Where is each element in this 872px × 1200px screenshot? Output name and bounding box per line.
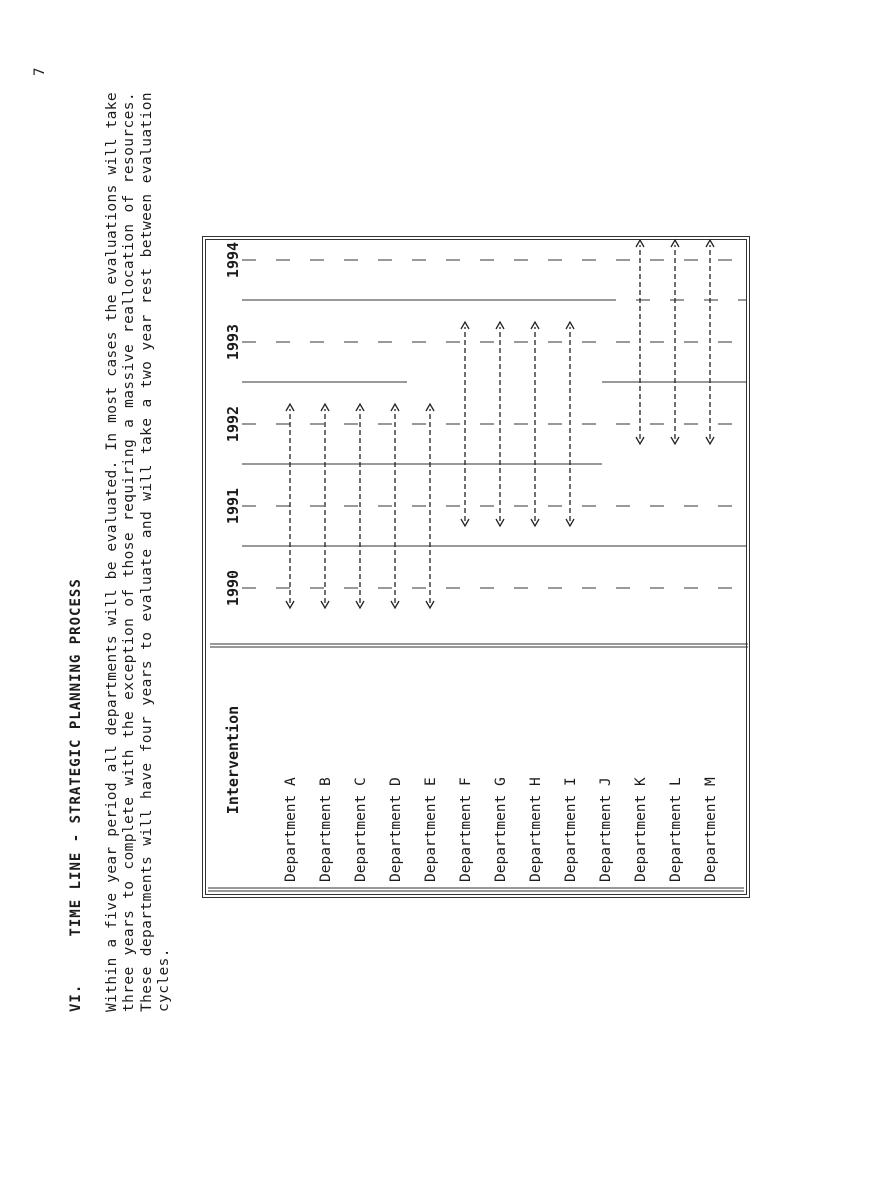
year-header-1993: 1993 [224, 323, 242, 361]
section-number: VI. [68, 983, 84, 1012]
intro-paragraph: Within a five year period all departments will be evaluated. In most cases the evaluations will take three years to complete with the exception of those requiring a massive reallocation of resources. These departments will have four years to evaluate and will take a two year rest between evaluation cycles. [104, 92, 172, 1012]
department-label: Department B [318, 777, 334, 882]
year-header-1994: 1994 [224, 241, 242, 279]
department-label: Department I [563, 777, 579, 882]
department-label: Department G [493, 777, 509, 882]
intervention-header: Intervention [224, 705, 242, 815]
year-header-1990: 1990 [224, 569, 242, 607]
department-label: Department M [703, 777, 719, 882]
department-label: Department F [458, 777, 474, 882]
timeline-grid [202, 236, 750, 898]
section-heading [68, 578, 84, 1012]
department-label: Department C [353, 777, 369, 882]
department-label: Department L [668, 777, 684, 882]
year-header-1992: 1992 [224, 405, 242, 443]
page-number: 7 [32, 67, 48, 76]
department-label: Department E [423, 777, 439, 882]
year-header-1991: 1991 [224, 487, 242, 525]
department-label: Department K [633, 777, 649, 882]
department-label: Department A [283, 777, 299, 882]
department-label: Department J [598, 777, 614, 882]
department-label: Department D [388, 777, 404, 882]
section-title: TIME LINE - STRATEGIC PLANNING PROCESS [68, 578, 84, 937]
department-label: Department H [528, 777, 544, 882]
